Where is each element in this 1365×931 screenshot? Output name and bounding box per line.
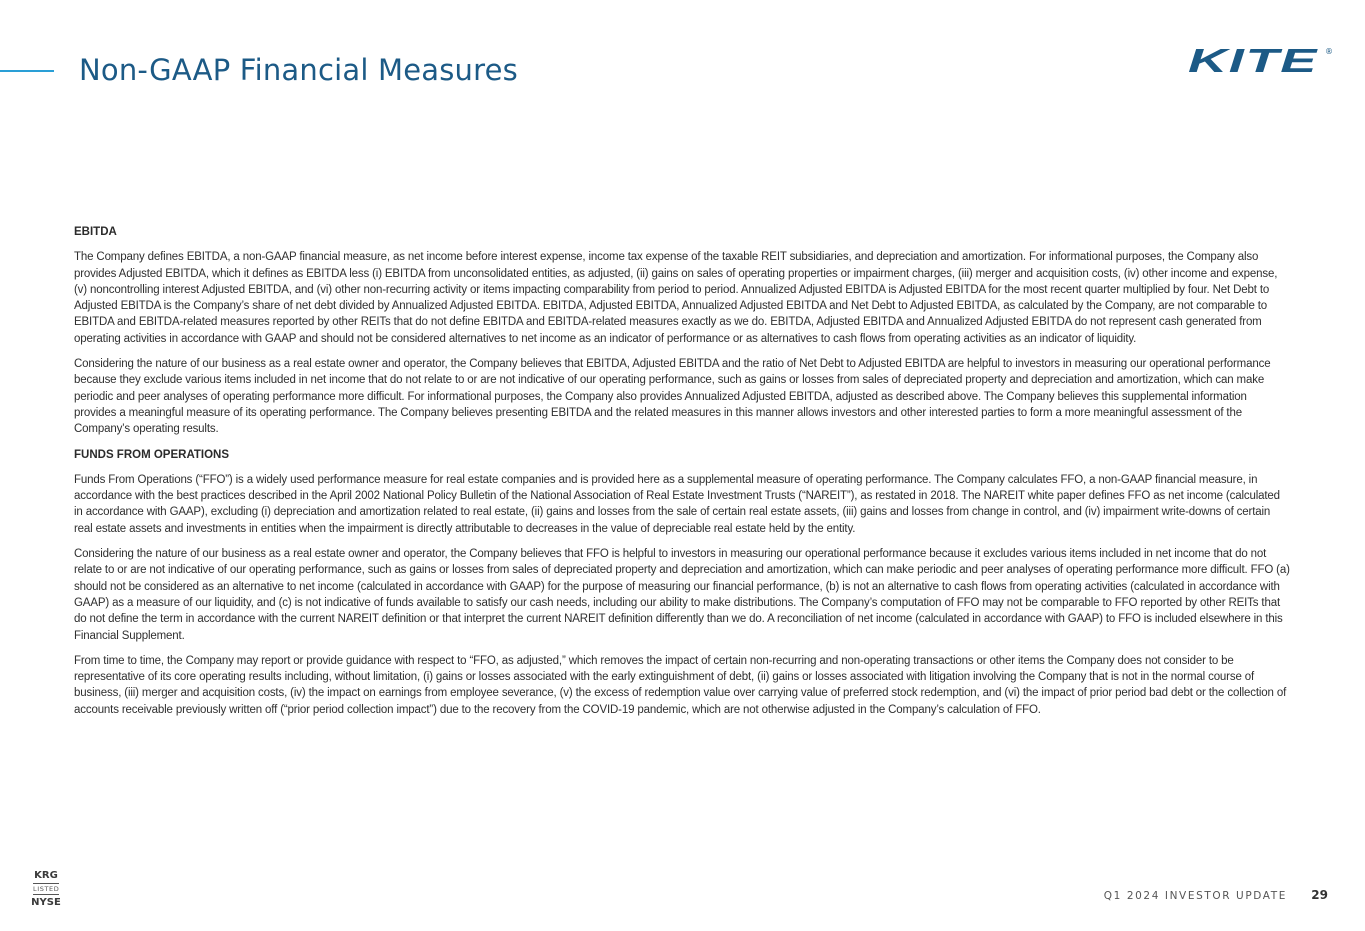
registered-mark: ® (1325, 47, 1333, 56)
logo-text: KITE (1188, 44, 1318, 76)
section-heading-ebitda: EBITDA (74, 226, 117, 238)
content-body (74, 224, 1290, 727)
document-label: Q1 2024 INVESTOR UPDATE (1103, 890, 1287, 902)
exchange-name: NYSE (31, 897, 61, 908)
ffo-paragraph-1: Funds From Operations (“FFO”) is a widely used performance measure for real estate companies and is provided here as a supplemental measure of operating performance. The Company calculates FFO, a non-GAAP financial measure, in accordance with the best practices described in the April 2002 National Policy Bulletin of the National Association of Real Estate Investment Trusts (“NAREIT”), as restated in 2018. The NAREIT white paper defines FFO as net income (calculated in accordance with GAAP), excluding (i) depreciation and amortization related to real estate, (ii) gains and losses from the sale of certain real estate assets, (iii) gains and losses from change in control, and (iv) impairment write-downs of certain real estate assets and investments in entities when the impairment is directly attributable to decreases in the value of depreciable real estate held by the entity. (74, 473, 1280, 535)
ffo-paragraph-2: Considering the nature of our business as a real estate owner and operator, the Company believes that FFO is helpful to investors in measuring our operational performance because it excludes various items included in net income that do not relate to or are not indicative of our operating performance, such as gains or losses from sales of depreciated property and depreciation and amortization, which can make periodic and peer analyses of operating performance more difficult. FFO (a) should not be considered as an alternative to net income (calculated in accordance with GAAP) for the purpose of measuring our financial performance, (b) is not an alternative to cash flows from operating activities (calculated in accordance with GAAP) as a measure of our liquidity, and (c) is not indicative of funds available to satisfy our cash needs, including our ability to make distributions. The Company’s computation of FFO may not be comparable to FFO reported by other REITs that do not define the term in accordance with the current NAREIT definition or that interpret the current NAREIT definition differently than we do. A reconciliation of net income (calculated in accordance with GAAP) to FFO is included elsewhere in this Financial Supplement. (74, 548, 1290, 642)
nyse-listed-badge (27, 869, 65, 909)
page-number: 29 (1311, 888, 1328, 902)
ebitda-paragraph-2: Considering the nature of our business as a real estate owner and operator, the Company believes that EBITDA, Adjusted EBITDA and the ratio of Net Debt to Adjusted EBITDA are helpful to investors in measuring our operational performance because they exclude various items included in net income that do not relate to or are not indicative of our operating performance, such as gains or losses from sales of depreciated property and depreciation and amortization, which can make periodic and peer analyses of operating performance more difficult. For informational purposes, the Company also provides Annualized Adjusted EBITDA, adjusted as described above. The Company believes this supplemental information provides a meaningful measure of its operating performance. The Company believes presenting EBITDA and the related measures in this manner allows investors and other interested parties to form a more meaningful assessment of the Company’s operating results. (74, 358, 1271, 436)
section-heading-ffo: FUNDS FROM OPERATIONS (74, 448, 230, 461)
ffo-paragraph-3: From time to time, the Company may report or provide guidance with respect to “FFO, as adjusted,” which removes the impact of certain non-recurring and non-operating transactions or other items the Company does not consider to be representative of its core operating results including, without limitation, (i) gains or losses associated with the early extinguishment of debt, (ii) gains or losses associated with litigation involving the Company that is not in the normal course of business, (iii) merger and acquisition costs, (iv) the impact on earnings from employee severance, (v) the excess of redemption value over carrying value of preferred stock redemption, and (vi) the impact of prior period bad debt or the collection of accounts receivable previously written off (“prior period collection impact”) due to the recovery from the COVID-19 pandemic, which are not otherwise adjusted in the Company’s calculation of FFO. (74, 654, 1287, 716)
title-accent-line (0, 70, 54, 72)
page-title: Non-GAAP Financial Measures (79, 53, 518, 87)
listed-label: LISTED (33, 885, 60, 893)
kite-logo (1188, 44, 1334, 76)
ebitda-paragraph-1: The Company defines EBITDA, a non-GAAP financial measure, as net income before interest expense, income tax expense of the taxable REIT subsidiaries, and depreciation and amortization. For informational purposes, the Company also provides Adjusted EBITDA, which it defines as EBITDA less (i) EBITDA from unconsolidated entities, as adjusted, (ii) gains on sales of operating properties or impairment charges, (iii) merger and acquisition costs, (iv) other income and expense, (v) noncontrolling interest Adjusted EBITDA, and (vi) other non-recurring activity or items impacting comparability from period to period. Annualized Adjusted EBITDA is Adjusted EBITDA for the most recent quarter multiplied by four. Net Debt to Adjusted EBITDA is the Company’s share of net debt divided by Annualized Adjusted EBITDA. EBITDA, Adjusted EBITDA, Annualized Adjusted EBITDA and Net Debt to Adjusted EBITDA, as calculated by the Company, are not comparable to EBITDA and EBITDA-related measures reported by other REITs that do not define EBITDA and EBITDA-related measures exactly as we do. EBITDA, Adjusted EBITDA and Annualized Adjusted EBITDA do not represent cash generated from operating activities in accordance with GAAP and should not be considered alternatives to net income as an indicator of performance or as alternatives to cash flows from operating activities as an indicator of liquidity. (74, 251, 1278, 345)
ticker-symbol: KRG (34, 870, 58, 881)
